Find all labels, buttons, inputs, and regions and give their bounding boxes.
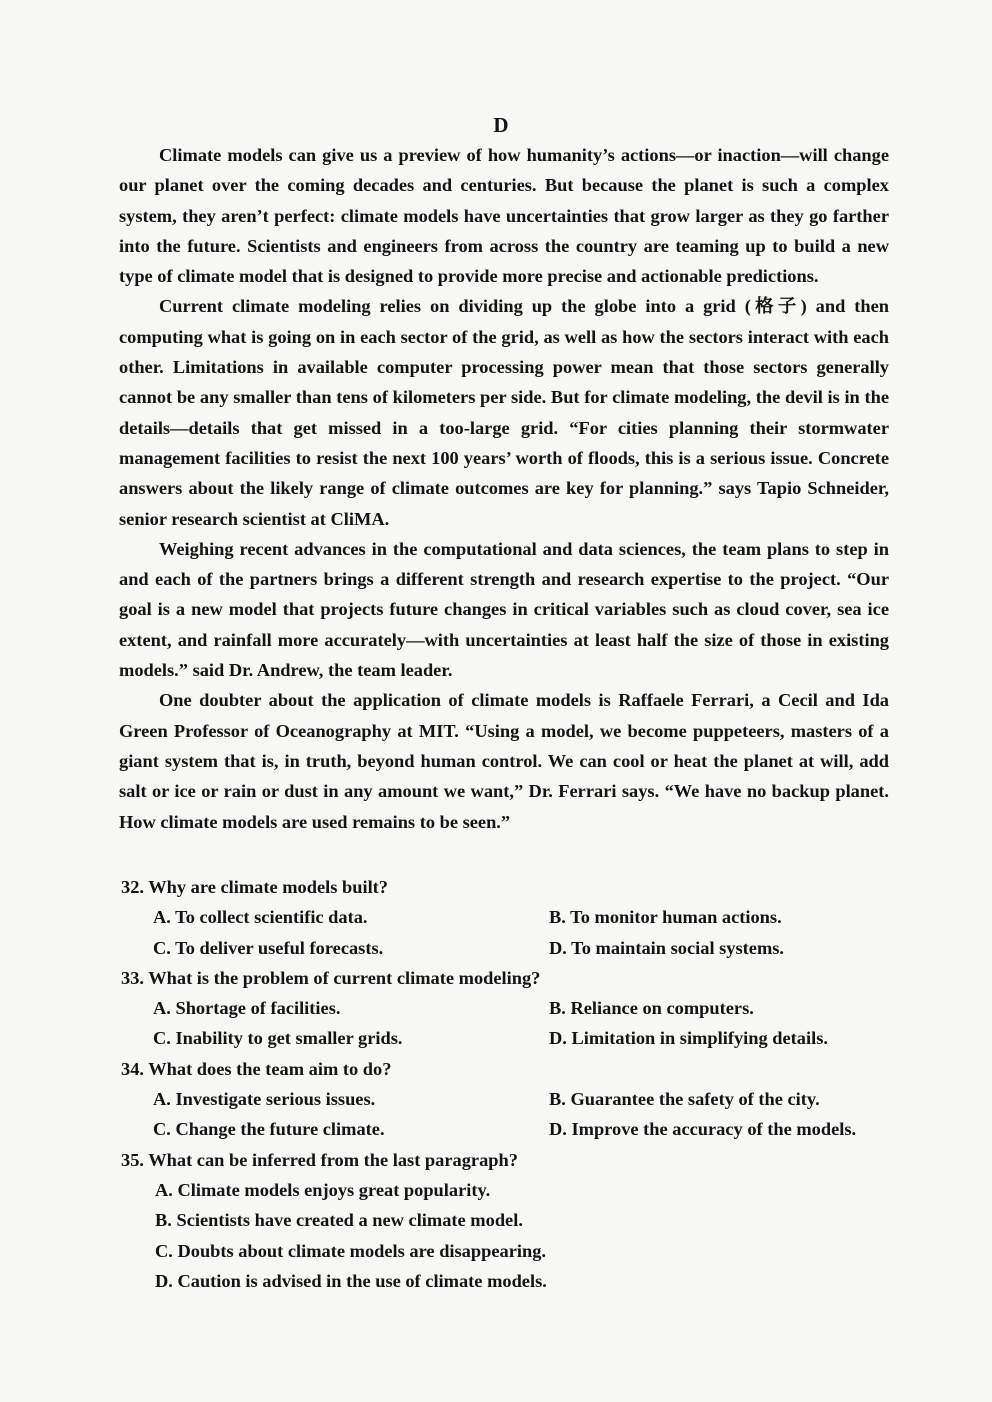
option-d: D. Improve the accuracy of the models. — [549, 1119, 857, 1140]
option-c: C. Doubts about climate models are disappearing. — [155, 1240, 546, 1261]
passage-paragraph: Current climate modeling relies on dividing up the globe into a grid (格子) and then computing what is going on in each sector of the grid, as well as how the sectors interact with each other. Limitations in available computer processing power mean that those sectors generally cannot be any smaller than tens of kilometers per side. But for climate modeling, the devil is in the details—details that get missed in a too-large grid. “For cities planning their stormwater management facilities to resist the next 100 years’ worth of floods, this is a serious issue. Concrete answers about the likely range of climate outcomes are key for planning.” says Tapio Schneider, senior research scientist at CliMA. — [119, 296, 889, 529]
section-title: D — [493, 113, 509, 137]
passage-paragraph: Weighing recent advances in the computational and data sciences, the team plans to step in and each of the partners brings a different strength and research expertise to the project. “Our goal is a new model that projects future changes in critical variables such as cloud cover, sea ice extent, and rainfall more accurately—with uncertainties at least half the size of those in existing models.” said Dr. Andrew, the team leader. — [119, 538, 889, 681]
option-c: C. Change the future climate. — [153, 1119, 385, 1140]
option-b: B. Scientists have created a new climate model. — [155, 1210, 523, 1231]
question-stem: 33. What is the problem of current climate modeling? — [121, 967, 541, 988]
option-a: A. Investigate serious issues. — [153, 1089, 376, 1110]
passage-paragraph: Climate models can give us a preview of how humanity’s actions—or inaction—will change our planet over the coming decades and centuries. But because the planet is such a complex system, they aren’t perfect: climate models have uncertainties that grow larger as they go farther into the future. Scientists and engineers from across the country are teaming up to build a new type of climate model that is designed to provide more precise and actionable predictions. — [119, 145, 889, 287]
option-d: D. Caution is advised in the use of climate models. — [155, 1270, 547, 1291]
answer-options — [121, 1084, 891, 1145]
reading-passage — [119, 140, 889, 837]
question-34 — [121, 1054, 891, 1145]
option-a: A. Climate models enjoys great popularity. — [155, 1179, 491, 1200]
question-stem: 34. What does the team aim to do? — [121, 1058, 392, 1079]
option-d: D. To maintain social systems. — [549, 937, 785, 958]
question-33 — [121, 963, 891, 1054]
question-35 — [121, 1145, 891, 1296]
option-d: D. Limitation in simplifying details. — [549, 1028, 828, 1049]
option-c: C. To deliver useful forecasts. — [153, 937, 384, 958]
answer-options — [121, 993, 891, 1054]
option-a: A. Shortage of facilities. — [153, 998, 341, 1019]
question-stem: 35. What can be inferred from the last paragraph? — [121, 1149, 518, 1170]
question-list — [121, 872, 891, 1296]
option-b: B. To monitor human actions. — [549, 907, 782, 928]
option-c: C. Inability to get smaller grids. — [153, 1028, 403, 1049]
passage-paragraph: One doubter about the application of climate models is Raffaele Ferrari, a Cecil and Ida Green Professor of Oceanography at MIT. “Using a model, we become puppeteers, masters of a giant system that is, in truth, beyond human control. We can cool or heat the planet at will, add salt or ice or rain or dust in any amount we want,” Dr. Ferrari says. “We have no backup planet. How climate models are used remains to be seen.” — [119, 690, 889, 832]
option-b: B. Guarantee the safety of the city. — [549, 1089, 820, 1110]
question-stem: 32. Why are climate models built? — [121, 877, 388, 897]
option-b: B. Reliance on computers. — [549, 998, 754, 1019]
answer-options — [121, 1175, 891, 1296]
option-a: A. To collect scientific data. — [153, 907, 368, 928]
answer-options — [121, 902, 891, 963]
question-32 — [121, 872, 891, 963]
